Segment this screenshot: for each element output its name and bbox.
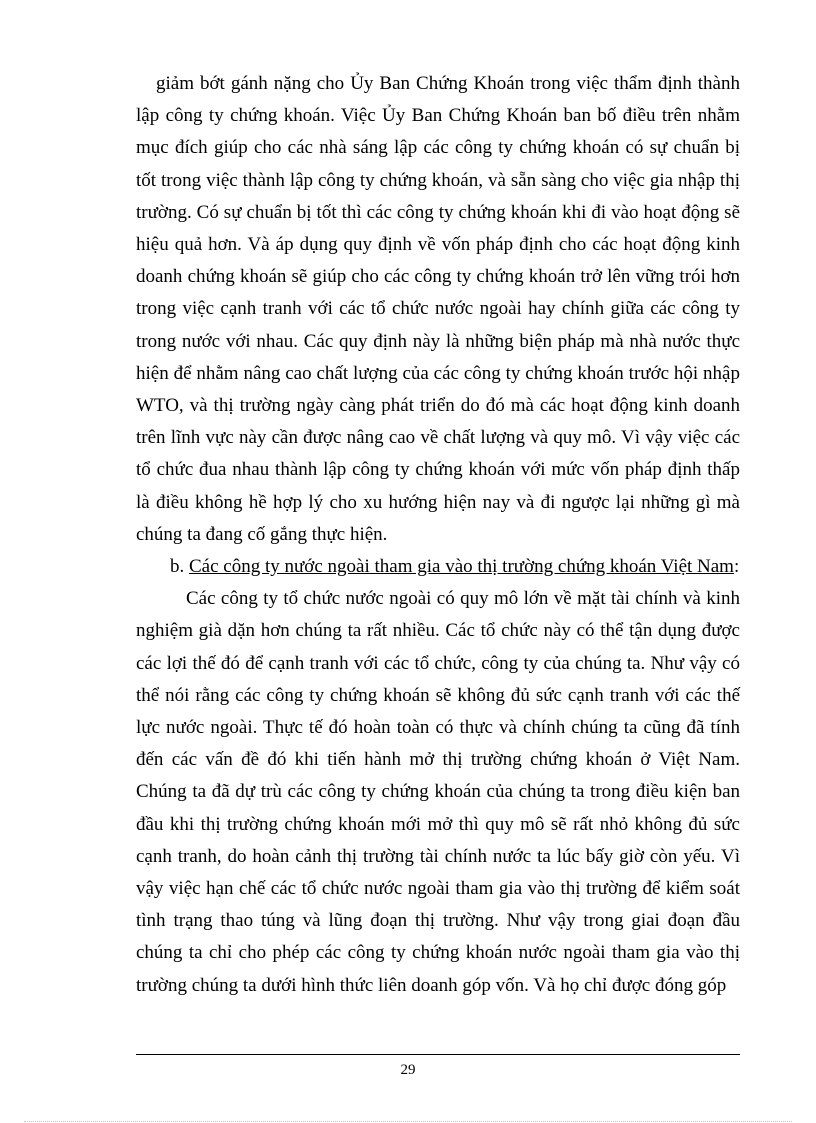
section-heading (136, 551, 740, 583)
paragraph-1: giảm bớt gánh nặng cho Ủy Ban Chứng Khoán trong việc thẩm định thành lập công ty chứng khoán. Việc Ủy Ban Chứng Khoán ban bố điều trên nhằm mục đích giúp cho các nhà sáng lập các công ty chứng khoán có sự chuẩn bị tốt trong việc thành lập công ty chứng khoán, và sẵn sàng cho việc gia nhập thị trường. Có sự chuẩn bị tốt thì các công ty chứng khoán khi đi vào hoạt động sẽ hiệu quả hơn. Và áp dụng quy định về vốn pháp định cho các hoạt động kinh doanh chứng khoán sẽ giúp cho các công ty chứng khoán trở lên vững trói hơn trong việc cạnh tranh với các tổ chức nước ngoài hay chính giữa các công ty trong nước với nhau. Các quy định này là những biện pháp mà nhà nước thực hiện để nhằm nâng cao chất lượng của các công ty chứng khoán trước hội nhập WTO, và thị trường ngày càng phát triển do đó mà các hoạt động kinh doanh trên lĩnh vực này cần được nâng cao về chất lượng và quy mô. Vì vậy việc các tổ chức đua nhau thành lập công ty chứng khoán với mức vốn pháp định thấp là điều không hề hợp lý cho xu hướng hiện nay và đi ngược lại những gì mà chúng ta đang cố gắng thực hiện. (136, 73, 740, 545)
paragraph-2: Các công ty tổ chức nước ngoài có quy mô lớn về mặt tài chính và kinh nghiệm già dặn hơn chúng ta rất nhiều. Các tổ chức này có thể tận dụng được các lợi thế đó để cạnh tranh với các tổ chức, công ty của chúng ta. Như vậy có thể nói rằng các công ty chứng khoán sẽ không đủ sức cạnh tranh với các thế lực nước ngoài. Thực tế đó hoàn toàn có thực và chính chúng ta cũng đã tính đến các vấn đề đó khi tiến hành mở thị trường chứng khoán ở Việt Nam. Chúng ta đã dự trù các công ty chứng khoán của chúng ta trong điều kiện ban đầu khi thị trường chứng khoán mới mở thì quy mô sẽ rất nhỏ không đủ sức cạnh tranh, do hoàn cảnh thị trường tài chính nước ta lúc bấy giờ còn yếu. Vì vậy việc hạn chế các tổ chức nước ngoài tham gia vào thị trường để kiểm soát tình trạng thao túng và lũng đoạn thị trường. Như vậy trong giai đoạn đầu chúng ta chỉ cho phép các công ty chứng khoán nước ngoài tham gia vào thị trường chúng ta dưới hình thức liên doanh góp vốn. Và họ chỉ được đóng góp (136, 588, 740, 996)
page-bottom-edge (24, 1121, 792, 1122)
heading-marker: b. (170, 556, 185, 578)
heading-text: Các công ty nước ngoài tham gia vào thị trường chứng khoán Việt Nam (189, 556, 734, 578)
footer-divider (136, 1054, 740, 1055)
heading-suffix: : (733, 556, 740, 578)
page-number: 29 (400, 1062, 416, 1078)
body-text (136, 68, 740, 1002)
